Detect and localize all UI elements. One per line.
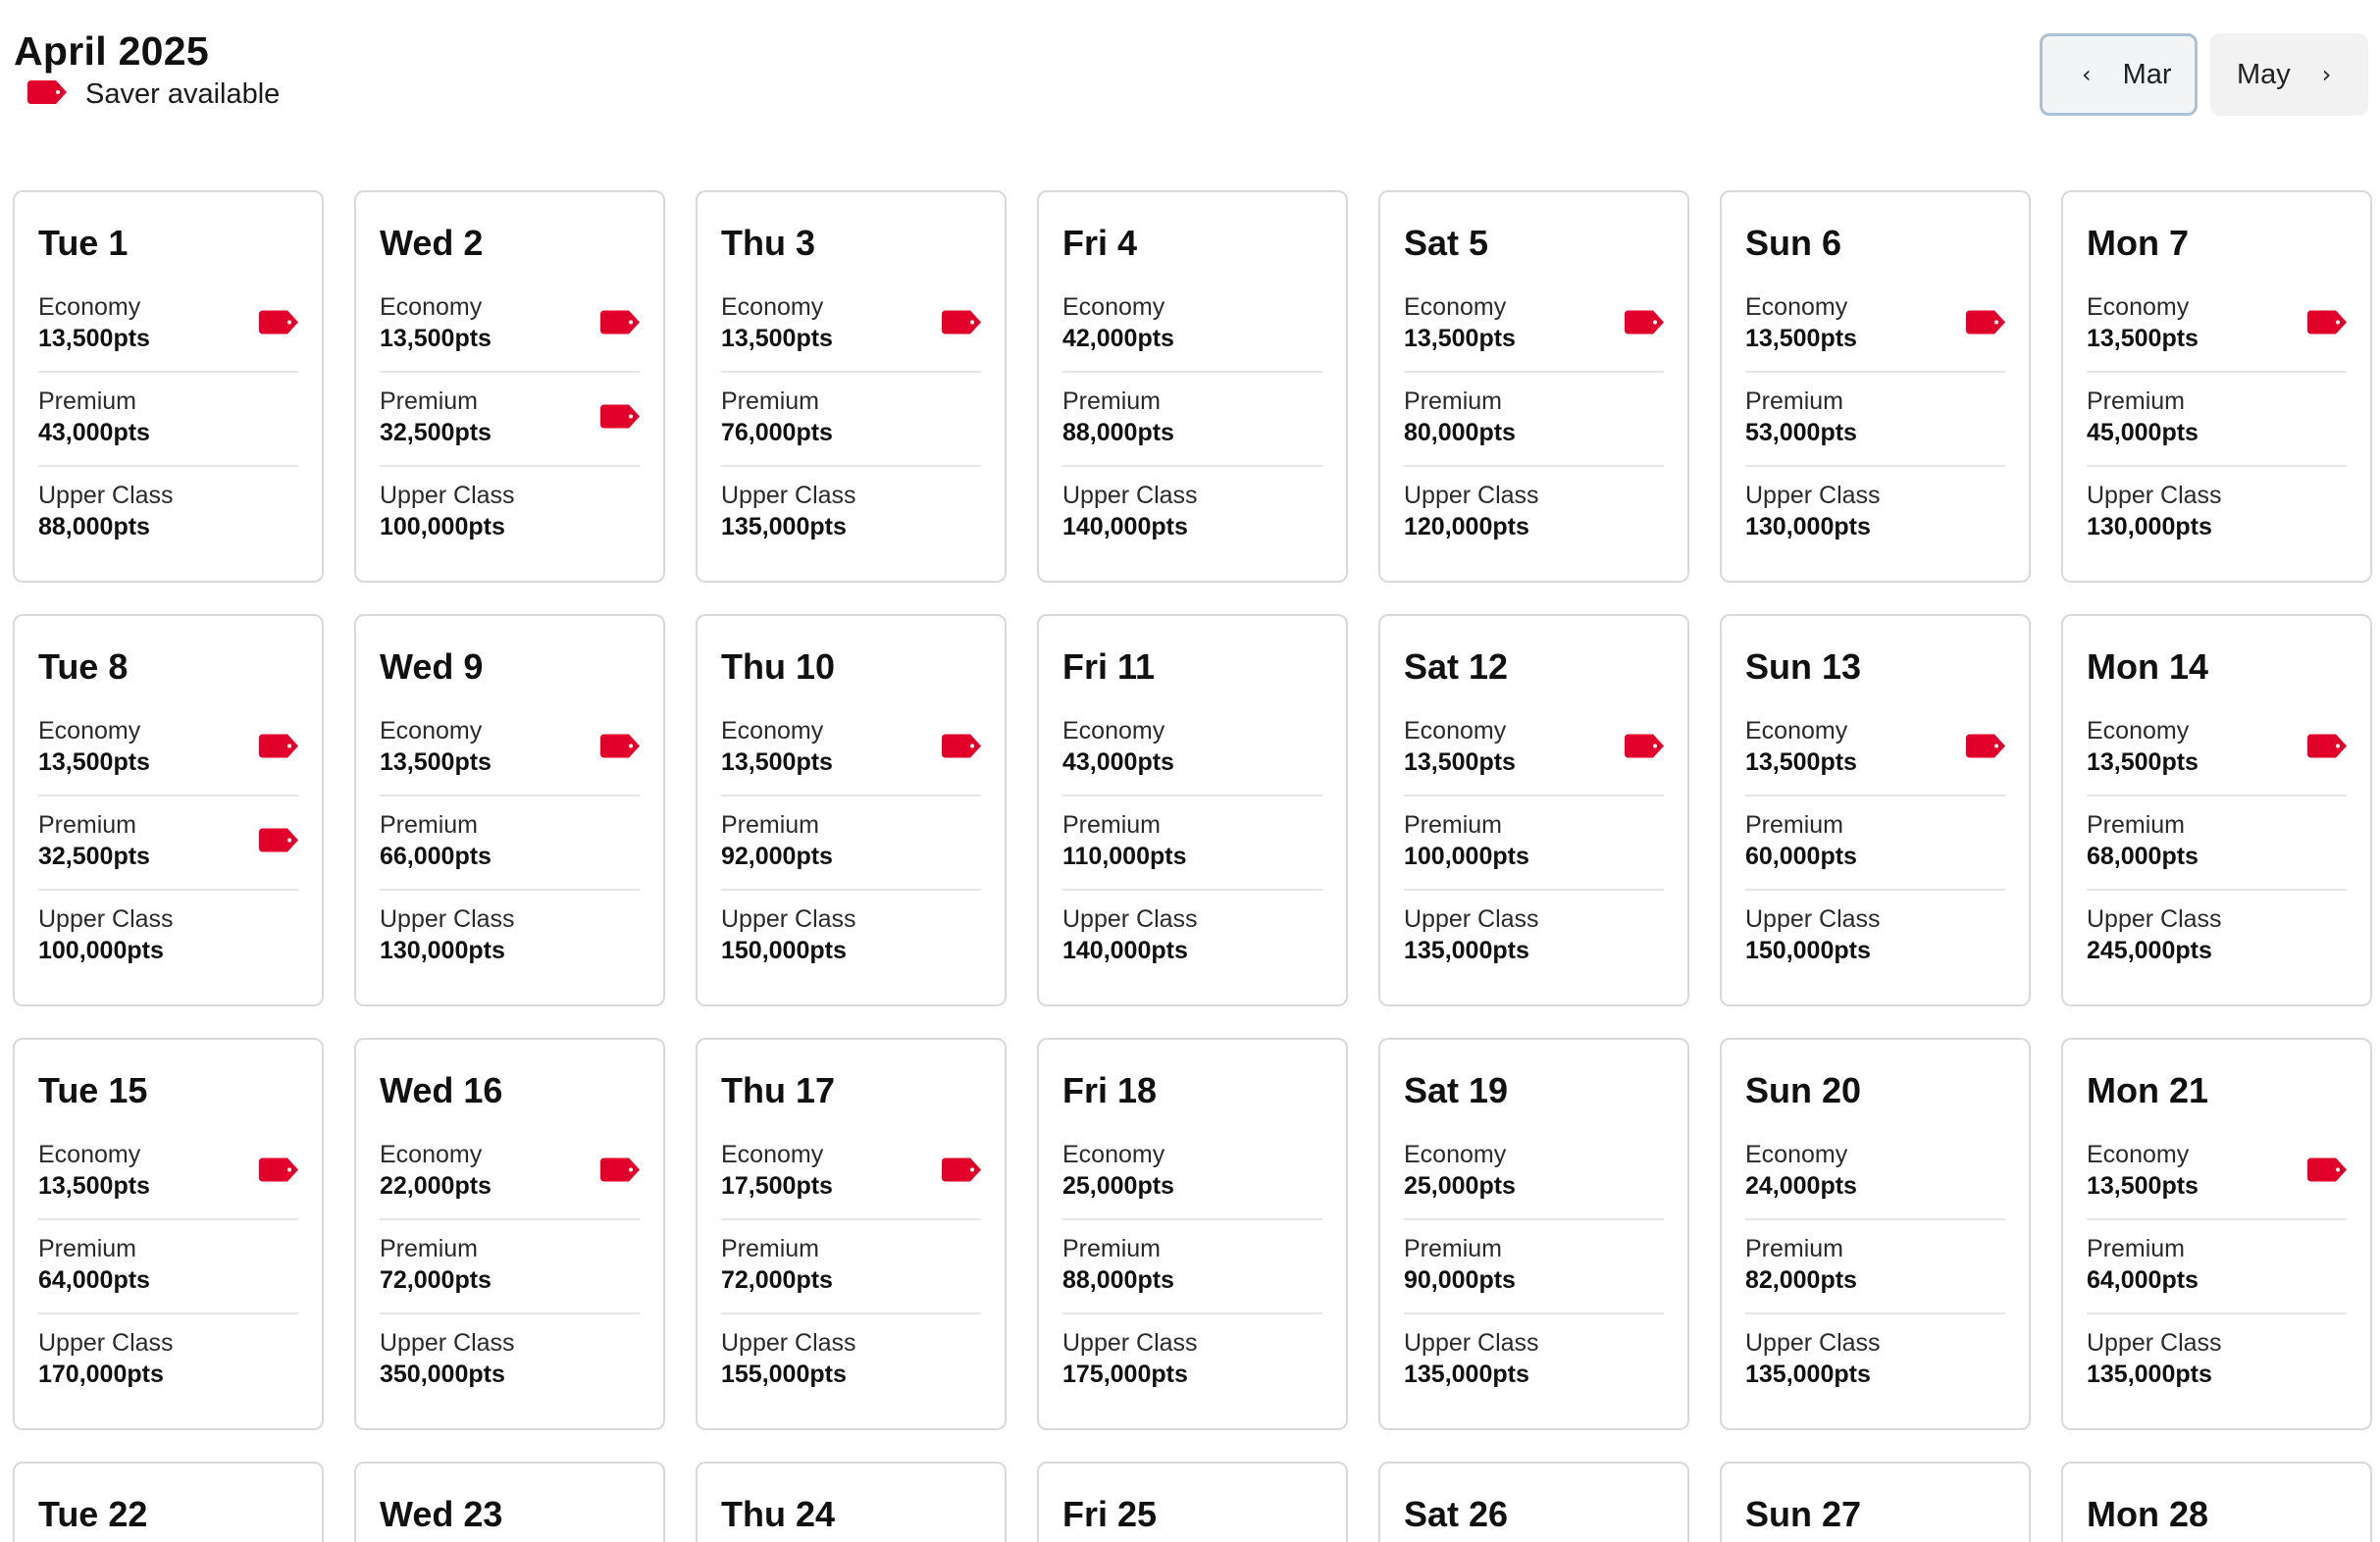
cabin-label: Premium — [1745, 1235, 1844, 1262]
day-card[interactable] — [2061, 1038, 2372, 1430]
cabin-label: Premium — [2087, 387, 2186, 415]
points-price: 100,000pts — [1404, 843, 1529, 870]
cabin-label: Upper Class — [1062, 482, 1198, 509]
fare-option[interactable] — [1062, 797, 1322, 891]
fare-option[interactable] — [38, 1126, 298, 1220]
cabin-label: Premium — [1404, 1235, 1503, 1262]
day-label: Wed 2 — [380, 223, 484, 263]
cabin-label: Economy — [38, 717, 141, 745]
day-card[interactable] — [354, 1462, 665, 1542]
fare-option[interactable] — [721, 373, 981, 467]
points-price: 13,500pts — [2087, 1172, 2199, 1200]
day-card[interactable] — [696, 614, 1007, 1006]
points-price: 88,000pts — [1062, 419, 1174, 446]
points-price: 64,000pts — [2087, 1266, 2199, 1294]
day-card[interactable] — [13, 1038, 324, 1430]
day-label: Sun 6 — [1745, 223, 1842, 263]
day-card[interactable] — [1720, 190, 2031, 583]
cabin-label: Upper Class — [721, 482, 856, 509]
cabin-label: Economy — [380, 717, 483, 745]
saver-tag-icon — [942, 311, 981, 339]
cabin-label: Premium — [721, 1235, 820, 1262]
day-label: Sun 27 — [1745, 1494, 1862, 1534]
cabin-label: Upper Class — [2087, 482, 2222, 509]
cabin-label: Upper Class — [2087, 1329, 2222, 1357]
points-price: 25,000pts — [1404, 1172, 1516, 1200]
day-card[interactable] — [2061, 190, 2372, 583]
fare-option[interactable] — [380, 279, 640, 373]
fare-option[interactable] — [38, 1220, 298, 1314]
points-price: 13,500pts — [38, 325, 150, 352]
fare-option[interactable] — [38, 702, 298, 797]
fare-option[interactable] — [2087, 467, 2347, 561]
day-label: Mon 28 — [2087, 1494, 2209, 1534]
points-price: 22,000pts — [380, 1172, 492, 1200]
fare-option[interactable] — [2087, 1220, 2347, 1314]
fare-option[interactable] — [1404, 797, 1664, 891]
fare-option[interactable] — [380, 467, 640, 561]
cabin-label: Premium — [1062, 811, 1162, 839]
day-card[interactable] — [1378, 1038, 1689, 1430]
cabin-label: Economy — [38, 293, 141, 321]
fare-option[interactable] — [1062, 467, 1322, 561]
page-header — [14, 26, 280, 111]
fare-option[interactable] — [2087, 1126, 2347, 1220]
fare-option[interactable] — [1745, 373, 2005, 467]
day-card[interactable] — [696, 1038, 1007, 1430]
points-price: 135,000pts — [1745, 1361, 1871, 1388]
day-card[interactable] — [13, 190, 324, 583]
day-label: Wed 9 — [380, 646, 484, 687]
saver-tag-icon — [27, 80, 67, 109]
cabin-label: Premium — [1404, 811, 1503, 839]
fare-option[interactable] — [721, 891, 981, 985]
cabin-label: Economy — [1404, 293, 1507, 321]
points-price: 13,500pts — [38, 1172, 150, 1200]
fare-option[interactable] — [380, 373, 640, 467]
saver-tag-icon — [259, 1158, 298, 1187]
cabin-label: Premium — [1062, 387, 1162, 415]
points-price: 350,000pts — [380, 1361, 505, 1388]
day-label: Fri 25 — [1062, 1494, 1158, 1534]
day-card[interactable] — [1720, 614, 2031, 1006]
points-price: 13,500pts — [1404, 325, 1516, 352]
saver-tag-icon — [259, 311, 298, 339]
saver-legend-label: Saver available — [85, 78, 281, 110]
day-label: Sat 12 — [1404, 646, 1509, 687]
cabin-label: Upper Class — [380, 1329, 515, 1357]
day-card[interactable] — [1378, 1462, 1689, 1542]
cabin-label: Economy — [380, 293, 483, 321]
fare-option[interactable] — [38, 1314, 298, 1409]
fare-option[interactable] — [1062, 1314, 1322, 1409]
day-card[interactable] — [696, 1462, 1007, 1542]
fare-option[interactable] — [1062, 279, 1322, 373]
points-price: 135,000pts — [1404, 1361, 1529, 1388]
day-card[interactable] — [13, 1462, 324, 1542]
day-label: Mon 21 — [2087, 1070, 2209, 1110]
cabin-label: Upper Class — [1404, 482, 1539, 509]
cabin-label: Premium — [380, 811, 479, 839]
fare-option[interactable] — [1404, 1220, 1664, 1314]
saver-tag-icon — [1625, 311, 1664, 339]
fare-option[interactable] — [38, 797, 298, 891]
fare-option[interactable] — [1745, 891, 2005, 985]
day-label: Wed 23 — [380, 1494, 503, 1534]
points-price: 100,000pts — [380, 513, 505, 540]
fare-option[interactable] — [1745, 1220, 2005, 1314]
day-card[interactable] — [1720, 1462, 2031, 1542]
cabin-label: Economy — [2087, 717, 2190, 745]
fare-option[interactable] — [1404, 891, 1664, 985]
day-card[interactable] — [696, 190, 1007, 583]
points-price: 17,500pts — [721, 1172, 833, 1200]
points-price: 13,500pts — [2087, 748, 2199, 776]
day-label: Tue 15 — [38, 1070, 148, 1110]
day-card[interactable] — [1378, 190, 1689, 583]
points-price: 13,500pts — [2087, 325, 2199, 352]
cabin-label: Economy — [721, 717, 824, 745]
day-label: Sun 20 — [1745, 1070, 1862, 1110]
prev-month-button[interactable] — [2040, 33, 2198, 116]
calendar-grid — [13, 190, 2372, 1542]
fare-option[interactable] — [380, 1220, 640, 1314]
day-card[interactable] — [13, 614, 324, 1006]
points-price: 13,500pts — [1745, 748, 1857, 776]
fare-option[interactable] — [1404, 373, 1664, 467]
day-label: Fri 4 — [1062, 223, 1138, 263]
points-price: 100,000pts — [38, 937, 164, 964]
points-price: 13,500pts — [1404, 748, 1516, 776]
fare-option[interactable] — [1745, 467, 2005, 561]
fare-option[interactable] — [38, 373, 298, 467]
saver-tag-icon — [1966, 735, 2005, 763]
points-price: 13,500pts — [38, 748, 150, 776]
fare-option[interactable] — [2087, 891, 2347, 985]
day-label: Wed 16 — [380, 1070, 503, 1110]
saver-tag-icon — [2307, 735, 2347, 763]
points-price: 82,000pts — [1745, 1266, 1857, 1294]
cabin-label: Economy — [1062, 1141, 1165, 1168]
cabin-label: Premium — [721, 387, 820, 415]
points-price: 60,000pts — [1745, 843, 1857, 870]
cabin-label: Upper Class — [721, 905, 856, 933]
cabin-label: Premium — [38, 1235, 137, 1262]
fare-option[interactable] — [721, 797, 981, 891]
fare-option[interactable] — [1404, 467, 1664, 561]
cabin-label: Upper Class — [38, 482, 174, 509]
cabin-label: Economy — [1745, 1141, 1848, 1168]
cabin-label: Economy — [1062, 293, 1165, 321]
points-price: 135,000pts — [1404, 937, 1529, 964]
fare-option[interactable] — [2087, 797, 2347, 891]
fare-option[interactable] — [380, 1314, 640, 1409]
fare-option[interactable] — [721, 1220, 981, 1314]
cabin-label: Economy — [721, 293, 824, 321]
fare-option[interactable] — [1062, 891, 1322, 985]
fare-option[interactable] — [721, 1314, 981, 1409]
points-price: 68,000pts — [2087, 843, 2199, 870]
cabin-label: Upper Class — [1062, 905, 1198, 933]
fare-option[interactable] — [1062, 1220, 1322, 1314]
points-price: 43,000pts — [38, 419, 150, 446]
points-price: 155,000pts — [721, 1361, 847, 1388]
cabin-label: Upper Class — [2087, 905, 2222, 933]
points-price: 43,000pts — [1062, 748, 1174, 776]
cabin-label: Economy — [721, 1141, 824, 1168]
fare-option[interactable] — [721, 467, 981, 561]
points-price: 130,000pts — [1745, 513, 1871, 540]
fare-option[interactable] — [721, 702, 981, 797]
cabin-label: Economy — [2087, 1141, 2190, 1168]
points-price: 150,000pts — [721, 937, 847, 964]
cabin-label: Upper Class — [1404, 905, 1539, 933]
cabin-label: Upper Class — [38, 905, 174, 933]
day-card[interactable] — [2061, 614, 2372, 1006]
points-price: 13,500pts — [380, 748, 492, 776]
points-price: 76,000pts — [721, 419, 833, 446]
cabin-label: Premium — [1404, 387, 1503, 415]
points-price: 150,000pts — [1745, 937, 1871, 964]
points-price: 45,000pts — [2087, 419, 2199, 446]
fare-option[interactable] — [380, 702, 640, 797]
points-price: 24,000pts — [1745, 1172, 1857, 1200]
day-card[interactable] — [2061, 1462, 2372, 1542]
cabin-label: Premium — [38, 387, 137, 415]
cabin-label: Upper Class — [1062, 1329, 1198, 1357]
points-price: 140,000pts — [1062, 937, 1188, 964]
saver-tag-icon — [942, 1158, 981, 1187]
cabin-label: Upper Class — [1745, 482, 1881, 509]
page-title: April 2025 — [14, 28, 209, 74]
cabin-label: Premium — [1062, 1235, 1162, 1262]
saver-tag-icon — [600, 405, 640, 434]
cabin-label: Economy — [380, 1141, 483, 1168]
day-card[interactable] — [354, 190, 665, 583]
points-price: 92,000pts — [721, 843, 833, 870]
points-price: 13,500pts — [380, 325, 492, 352]
points-price: 25,000pts — [1062, 1172, 1174, 1200]
fare-option[interactable] — [1404, 1314, 1664, 1409]
fare-option[interactable] — [380, 797, 640, 891]
saver-tag-icon — [600, 1158, 640, 1187]
saver-tag-icon — [2307, 311, 2347, 339]
points-price: 110,000pts — [1062, 843, 1187, 870]
saver-tag-icon — [942, 735, 981, 763]
cabin-label: Upper Class — [1745, 1329, 1881, 1357]
day-label: Tue 22 — [38, 1494, 148, 1534]
points-price: 80,000pts — [1404, 419, 1516, 446]
fare-option[interactable] — [1745, 797, 2005, 891]
day-card[interactable] — [1037, 1038, 1348, 1430]
day-label: Sun 13 — [1745, 646, 1862, 687]
points-price: 175,000pts — [1062, 1361, 1188, 1388]
cabin-label: Premium — [380, 1235, 479, 1262]
fare-option[interactable] — [38, 279, 298, 373]
fare-option[interactable] — [2087, 1314, 2347, 1409]
day-label: Tue 1 — [38, 223, 129, 263]
points-price: 72,000pts — [721, 1266, 833, 1294]
points-price: 135,000pts — [2087, 1361, 2212, 1388]
points-price: 42,000pts — [1062, 325, 1174, 352]
fare-option[interactable] — [1404, 279, 1664, 373]
fare-option[interactable] — [1745, 279, 2005, 373]
saver-tag-icon — [1966, 311, 2005, 339]
cabin-label: Premium — [721, 811, 820, 839]
cabin-label: Economy — [1745, 717, 1848, 745]
day-card[interactable] — [1037, 614, 1348, 1006]
day-label: Mon 7 — [2087, 223, 2189, 263]
cabin-label: Economy — [2087, 293, 2190, 321]
fare-option[interactable] — [1404, 1126, 1664, 1220]
cabin-label: Upper Class — [1745, 905, 1881, 933]
day-label: Thu 17 — [721, 1070, 836, 1110]
day-card[interactable] — [1378, 614, 1689, 1006]
next-month-button[interactable] — [2210, 33, 2368, 116]
chevron-right-icon: › — [2321, 61, 2332, 88]
cabin-label: Upper Class — [380, 482, 515, 509]
day-card[interactable] — [354, 614, 665, 1006]
fare-option[interactable] — [721, 1126, 981, 1220]
points-price: 130,000pts — [2087, 513, 2212, 540]
day-card[interactable] — [1037, 190, 1348, 583]
saver-tag-icon — [1625, 735, 1664, 763]
cabin-label: Premium — [38, 811, 137, 839]
day-label: Sat 19 — [1404, 1070, 1509, 1110]
points-price: 32,500pts — [38, 843, 150, 870]
day-card[interactable] — [1720, 1038, 2031, 1430]
points-price: 88,000pts — [38, 513, 150, 540]
points-price: 130,000pts — [380, 937, 505, 964]
saver-tag-icon — [600, 311, 640, 339]
day-label: Fri 11 — [1062, 646, 1156, 687]
cabin-label: Upper Class — [38, 1329, 174, 1357]
cabin-label: Upper Class — [721, 1329, 856, 1357]
cabin-label: Premium — [380, 387, 479, 415]
day-card[interactable] — [354, 1038, 665, 1430]
fare-option[interactable] — [380, 1126, 640, 1220]
day-label: Thu 10 — [721, 646, 836, 687]
cabin-label: Economy — [1404, 1141, 1507, 1168]
fare-option[interactable] — [38, 467, 298, 561]
fare-option[interactable] — [1745, 1314, 2005, 1409]
day-label: Fri 18 — [1062, 1070, 1158, 1110]
cabin-label: Economy — [1062, 717, 1165, 745]
saver-tag-icon — [2307, 1158, 2347, 1187]
cabin-label: Upper Class — [380, 905, 515, 933]
points-price: 88,000pts — [1062, 1266, 1174, 1294]
points-price: 64,000pts — [38, 1266, 150, 1294]
points-price: 72,000pts — [380, 1266, 492, 1294]
cabin-label: Premium — [1745, 811, 1844, 839]
points-price: 170,000pts — [38, 1361, 164, 1388]
cabin-label: Premium — [1745, 387, 1844, 415]
cabin-label: Premium — [2087, 1235, 2186, 1262]
saver-tag-icon — [259, 735, 298, 763]
cabin-label: Premium — [2087, 811, 2186, 839]
fare-option[interactable] — [721, 279, 981, 373]
fare-option[interactable] — [1745, 702, 2005, 797]
day-label: Sat 5 — [1404, 223, 1489, 263]
chevron-left-icon: ‹ — [2082, 61, 2092, 88]
cabin-label: Economy — [1745, 293, 1848, 321]
cabin-label: Upper Class — [1404, 1329, 1539, 1357]
points-price: 66,000pts — [380, 843, 492, 870]
points-price: 245,000pts — [2087, 937, 2212, 964]
fare-option[interactable] — [380, 891, 640, 985]
fare-option[interactable] — [1745, 1126, 2005, 1220]
saver-tag-icon — [259, 829, 298, 857]
fare-option[interactable] — [38, 891, 298, 985]
points-price: 13,500pts — [1745, 325, 1857, 352]
day-label: Sat 26 — [1404, 1494, 1509, 1534]
saver-tag-icon — [600, 735, 640, 763]
points-price: 32,500pts — [380, 419, 492, 446]
fare-option[interactable] — [1062, 1126, 1322, 1220]
points-price: 13,500pts — [721, 325, 833, 352]
prev-month-label: Mar — [2122, 58, 2172, 90]
points-price: 53,000pts — [1745, 419, 1857, 446]
saver-legend — [27, 78, 280, 111]
fare-option[interactable] — [2087, 373, 2347, 467]
day-card[interactable] — [1037, 1462, 1348, 1542]
points-price: 120,000pts — [1404, 513, 1529, 540]
points-price: 13,500pts — [721, 748, 833, 776]
fare-option[interactable] — [1062, 373, 1322, 467]
cabin-label: Economy — [1404, 717, 1507, 745]
points-price: 135,000pts — [721, 513, 847, 540]
fare-option[interactable] — [1404, 702, 1664, 797]
month-navigation — [2040, 33, 2368, 116]
fare-option[interactable] — [1062, 702, 1322, 797]
day-label: Tue 8 — [38, 646, 129, 687]
next-month-label: May — [2237, 58, 2291, 90]
fare-option[interactable] — [2087, 702, 2347, 797]
fare-option[interactable] — [2087, 279, 2347, 373]
day-label: Mon 14 — [2087, 646, 2209, 687]
cabin-label: Economy — [38, 1141, 141, 1168]
day-label: Thu 3 — [721, 223, 815, 263]
points-price: 90,000pts — [1404, 1266, 1516, 1294]
day-label: Thu 24 — [721, 1494, 836, 1534]
points-price: 140,000pts — [1062, 513, 1188, 540]
